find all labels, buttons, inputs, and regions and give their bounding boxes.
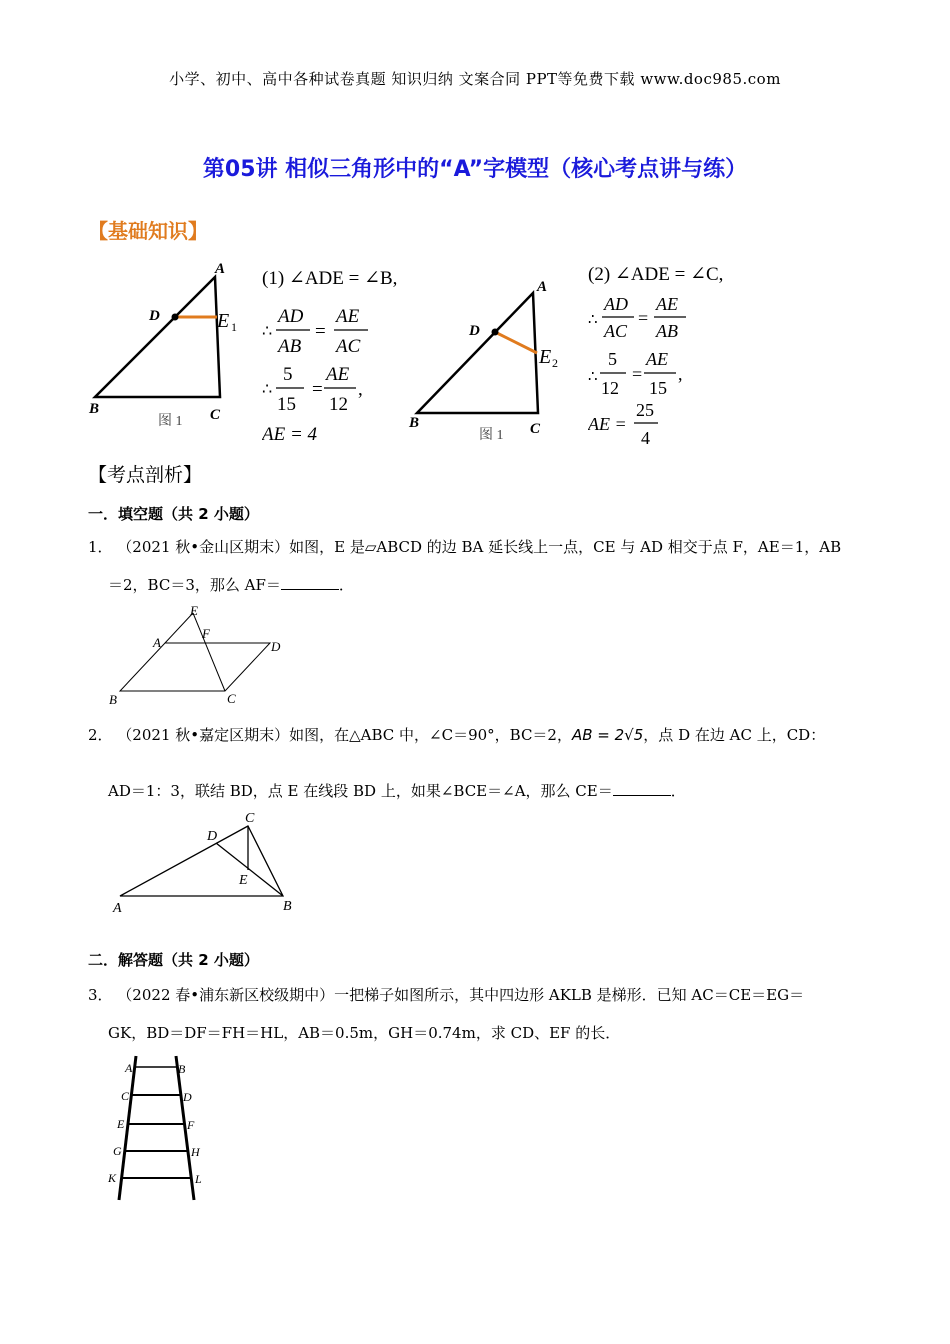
q3-label-e: E — [117, 1117, 125, 1131]
svg-text:∴: ∴ — [588, 369, 598, 385]
section-2-heading: 二．解答题（共 2 小题） — [88, 951, 259, 969]
sol2-result-lhs: AE = — [588, 414, 627, 434]
svg-text:=: = — [632, 364, 643, 384]
svg-text:AE: AE — [646, 349, 668, 369]
q1-label-f: F — [202, 626, 210, 641]
q3-line1: 3． （2022 春•浦东新区校级期中）一把梯子如图所示，其中四边形 AKLB 是梯形．已知 AC＝CE＝EG＝ — [88, 986, 805, 1004]
svg-text:AC: AC — [604, 321, 628, 341]
q2-answer-blank[interactable] — [613, 781, 671, 796]
svg-text:AD: AD — [604, 294, 628, 314]
q3-line2: GK，BD＝DF＝FH＝HL，AB＝0.5m，GH＝0.74m，求 CD、EF 的长． — [108, 1024, 621, 1042]
q1-label-e: E — [190, 603, 198, 618]
svg-text:AD: AD — [278, 306, 304, 327]
fig1-caption: 图 1 — [158, 414, 183, 429]
svg-text:15: 15 — [649, 378, 667, 398]
q3-label-c: C — [121, 1089, 130, 1103]
svg-text:AB: AB — [656, 321, 678, 341]
figure-2-triangle — [405, 275, 575, 445]
svg-text:25: 25 — [636, 400, 654, 420]
q1-label-b: B — [109, 692, 117, 707]
svg-text:AE: AE — [656, 294, 678, 314]
sol2-line1: (2) ∠ADE = ∠C, — [588, 264, 724, 285]
fig2-label-b: B — [409, 415, 420, 431]
fig1-label-c: C — [210, 407, 221, 423]
fig1-solution — [262, 262, 402, 447]
section-1-heading: 一．填空题（共 2 小题） — [88, 505, 259, 523]
q1-parallelogram-figure — [105, 603, 295, 708]
q3-label-h: H — [191, 1145, 200, 1159]
q3-label-l: L — [195, 1172, 202, 1186]
q2-line1: 2． （2021 秋•嘉定区期末）如图，在△ABC 中，∠C＝90°，BC＝2，AB = 2√5，点 D 在边 AC 上，CD： — [88, 726, 826, 744]
fig2-caption: 图 1 — [479, 428, 504, 443]
figure-1-triangle — [85, 255, 255, 435]
q2-label-e: E — [239, 873, 248, 888]
q1-label-d: D — [271, 639, 281, 654]
page-title: 第05讲 相似三角形中的“A”字模型（核心考点讲与练） — [202, 157, 748, 182]
svg-text:12: 12 — [601, 378, 619, 398]
q2-label-d: D — [207, 829, 218, 844]
q1-line1: 1． （2021 秋•金山区期末）如图，E 是▱ABCD 的边 BA 延长线上一点，CE 与 AD 相交于点 F，AE＝1，AB — [88, 538, 842, 556]
sol1-line1: (1) ∠ADE = ∠B, — [262, 268, 398, 289]
q2-ab-equation: AB = 2√5 — [571, 726, 644, 744]
q3-ladder-figure — [105, 1052, 215, 1204]
svg-text:∴: ∴ — [262, 381, 273, 398]
svg-text:12: 12 — [329, 394, 348, 415]
svg-text:AE: AE — [336, 306, 360, 327]
q1-label-c: C — [227, 691, 236, 706]
fig2-label-sub: 2 — [552, 356, 558, 370]
q3-label-b: B — [178, 1062, 186, 1076]
svg-text:=: = — [638, 308, 649, 328]
svg-text:5: 5 — [283, 364, 293, 385]
fig2-label-a: A — [537, 279, 548, 295]
svg-text:AB: AB — [278, 336, 302, 357]
page-header: 小学、初中、高中各种试卷真题 知识归纳 文案合同 PPT等免费下载 www.doc985.com — [169, 70, 781, 88]
q2-label-a: A — [113, 901, 122, 916]
q3-label-k: K — [108, 1171, 117, 1185]
svg-text:15: 15 — [277, 394, 296, 415]
q3-label-d: D — [183, 1090, 192, 1104]
svg-text:∴: ∴ — [588, 312, 598, 328]
q2-label-c: C — [245, 811, 255, 826]
q1-answer-blank[interactable] — [281, 575, 339, 590]
svg-text:AC: AC — [336, 336, 361, 357]
fig1-label-d: D — [149, 308, 160, 324]
basic-knowledge-label: 【基础知识】 — [88, 219, 208, 243]
fig2-label-c: C — [530, 421, 541, 437]
fig2-label-d: D — [469, 323, 480, 339]
q2-label-b: B — [283, 899, 292, 914]
fig1-label-e: E — [217, 310, 230, 332]
fig1-label-sub: 1 — [231, 320, 237, 334]
q3-label-a: A — [125, 1061, 133, 1075]
fig1-label-a: A — [215, 261, 226, 277]
svg-text:AE: AE — [326, 364, 350, 385]
svg-text:=: = — [315, 321, 326, 342]
svg-text:,: , — [678, 364, 683, 384]
svg-text:∴: ∴ — [262, 323, 273, 340]
fig1-label-b: B — [89, 401, 100, 417]
q2-line2: AD＝1：3，联结 BD，点 E 在线段 BD 上，如果∠BCE＝∠A，那么 CE＝ ． — [108, 782, 686, 800]
sol1-result: AE = 4 — [262, 424, 318, 445]
svg-text:=: = — [312, 379, 323, 400]
q2-triangle-figure — [105, 808, 305, 918]
svg-text:,: , — [358, 379, 363, 400]
analysis-label: 【考点剖析】 — [88, 464, 203, 486]
q3-label-g: G — [113, 1144, 122, 1158]
fig2-label-e: E — [539, 346, 552, 368]
svg-text:5: 5 — [608, 349, 617, 369]
q3-label-f: F — [187, 1118, 195, 1132]
q1-label-a: A — [153, 635, 161, 650]
q1-line2: ＝2，BC＝3，那么 AF＝ ． — [108, 576, 354, 594]
svg-text:4: 4 — [641, 428, 650, 448]
fig2-solution — [588, 258, 758, 453]
